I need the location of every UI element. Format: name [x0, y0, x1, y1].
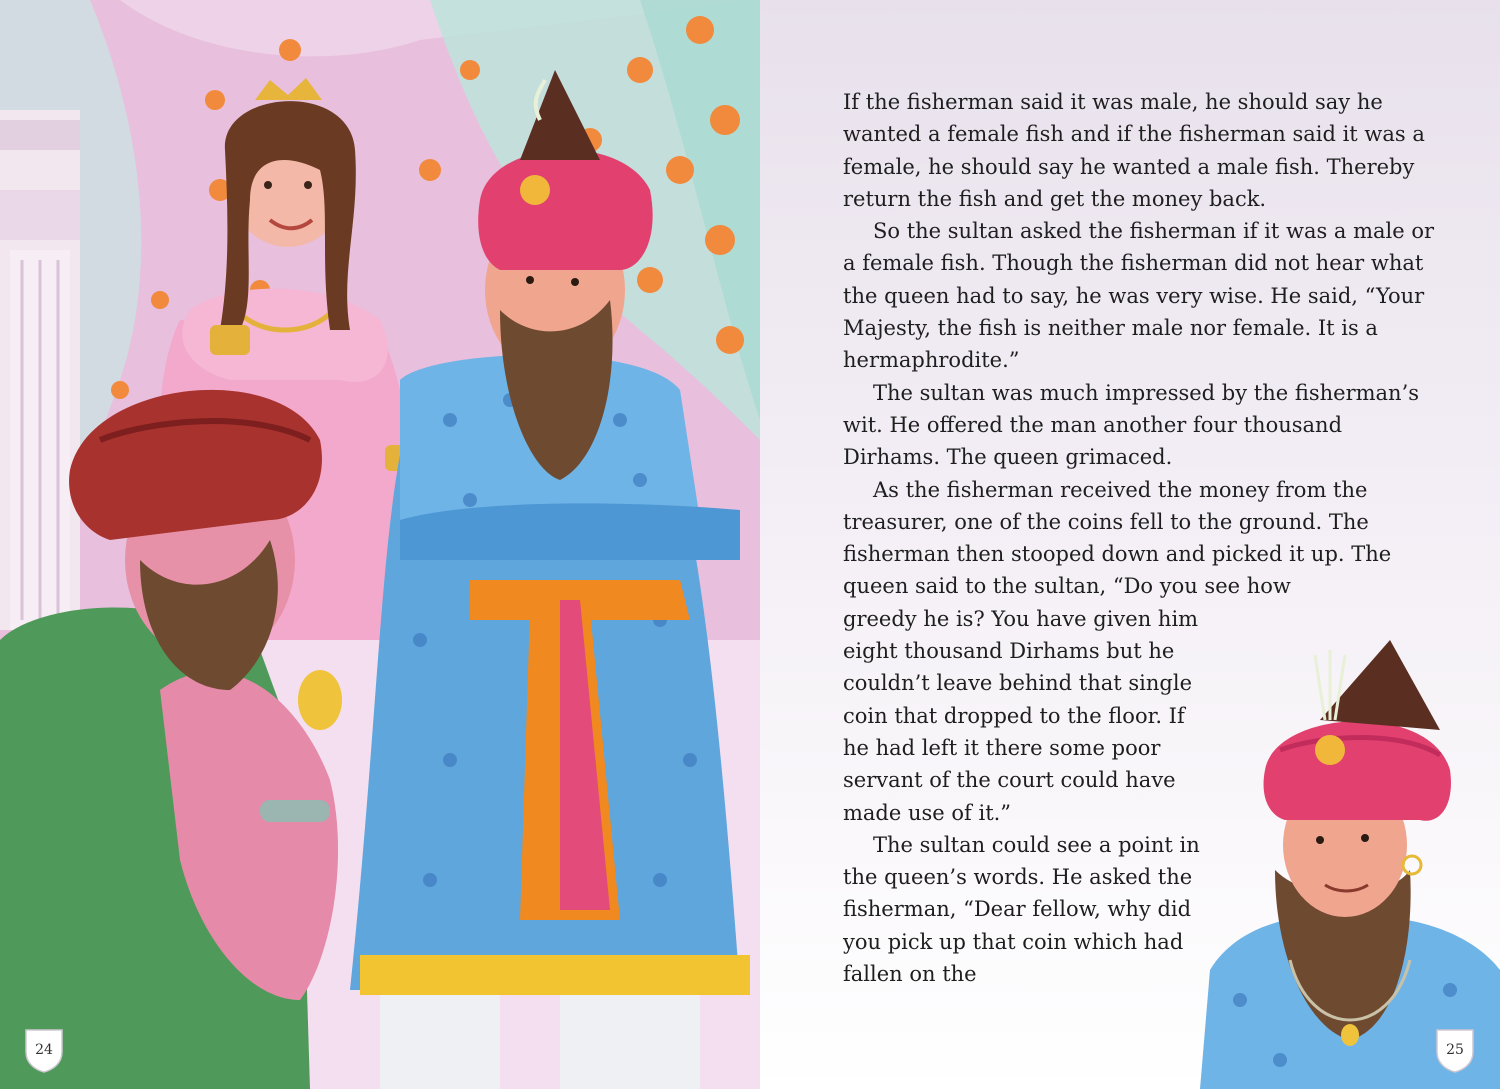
sultan-portrait-illustration [1200, 640, 1500, 1089]
paragraph-4: As the fisherman received the money from the treasurer, one of the coins fell to the ground. The fisherman then stooped down and picked it up. The queen said to the sultan, “Do you see how [843, 477, 1392, 599]
page-number-right: 25 [1435, 1028, 1475, 1074]
paragraph-2: So the sultan asked the fisherman if it was a male or a female fish. Though the fisherman did not hear what the queen had to say, he was very wise. He said, “Your Majesty, the fish is neither male nor female. It is a hermaphrodite.” [843, 219, 1435, 373]
paragraph-1: If the fisherman said it was male, he should say he wanted a female fish and if the fisherman said it was a female, he should say he wanted a male fish. Thereby return the fish and get the money back. [843, 90, 1425, 211]
page-number-left: 24 [24, 1028, 64, 1074]
paragraph-3: The sultan was much impressed by the fisherman’s wit. He offered the man another four thousand Dirhams. The queen grimaced. [843, 380, 1420, 470]
right-page [760, 0, 1500, 1089]
paragraph-5: The sultan could see a point in the queen’s words. He asked the fisherman, “Dear fellow, why did you pick up that coin which had fallen on the [843, 832, 1200, 987]
paragraph-4-continued: greedy he is? You have given him eight thousand Dirhams but he couldn’t leave behind that single coin that dropped to the floor. If he had left it there some poor servant of the court could have made use of it.” [843, 606, 1199, 825]
